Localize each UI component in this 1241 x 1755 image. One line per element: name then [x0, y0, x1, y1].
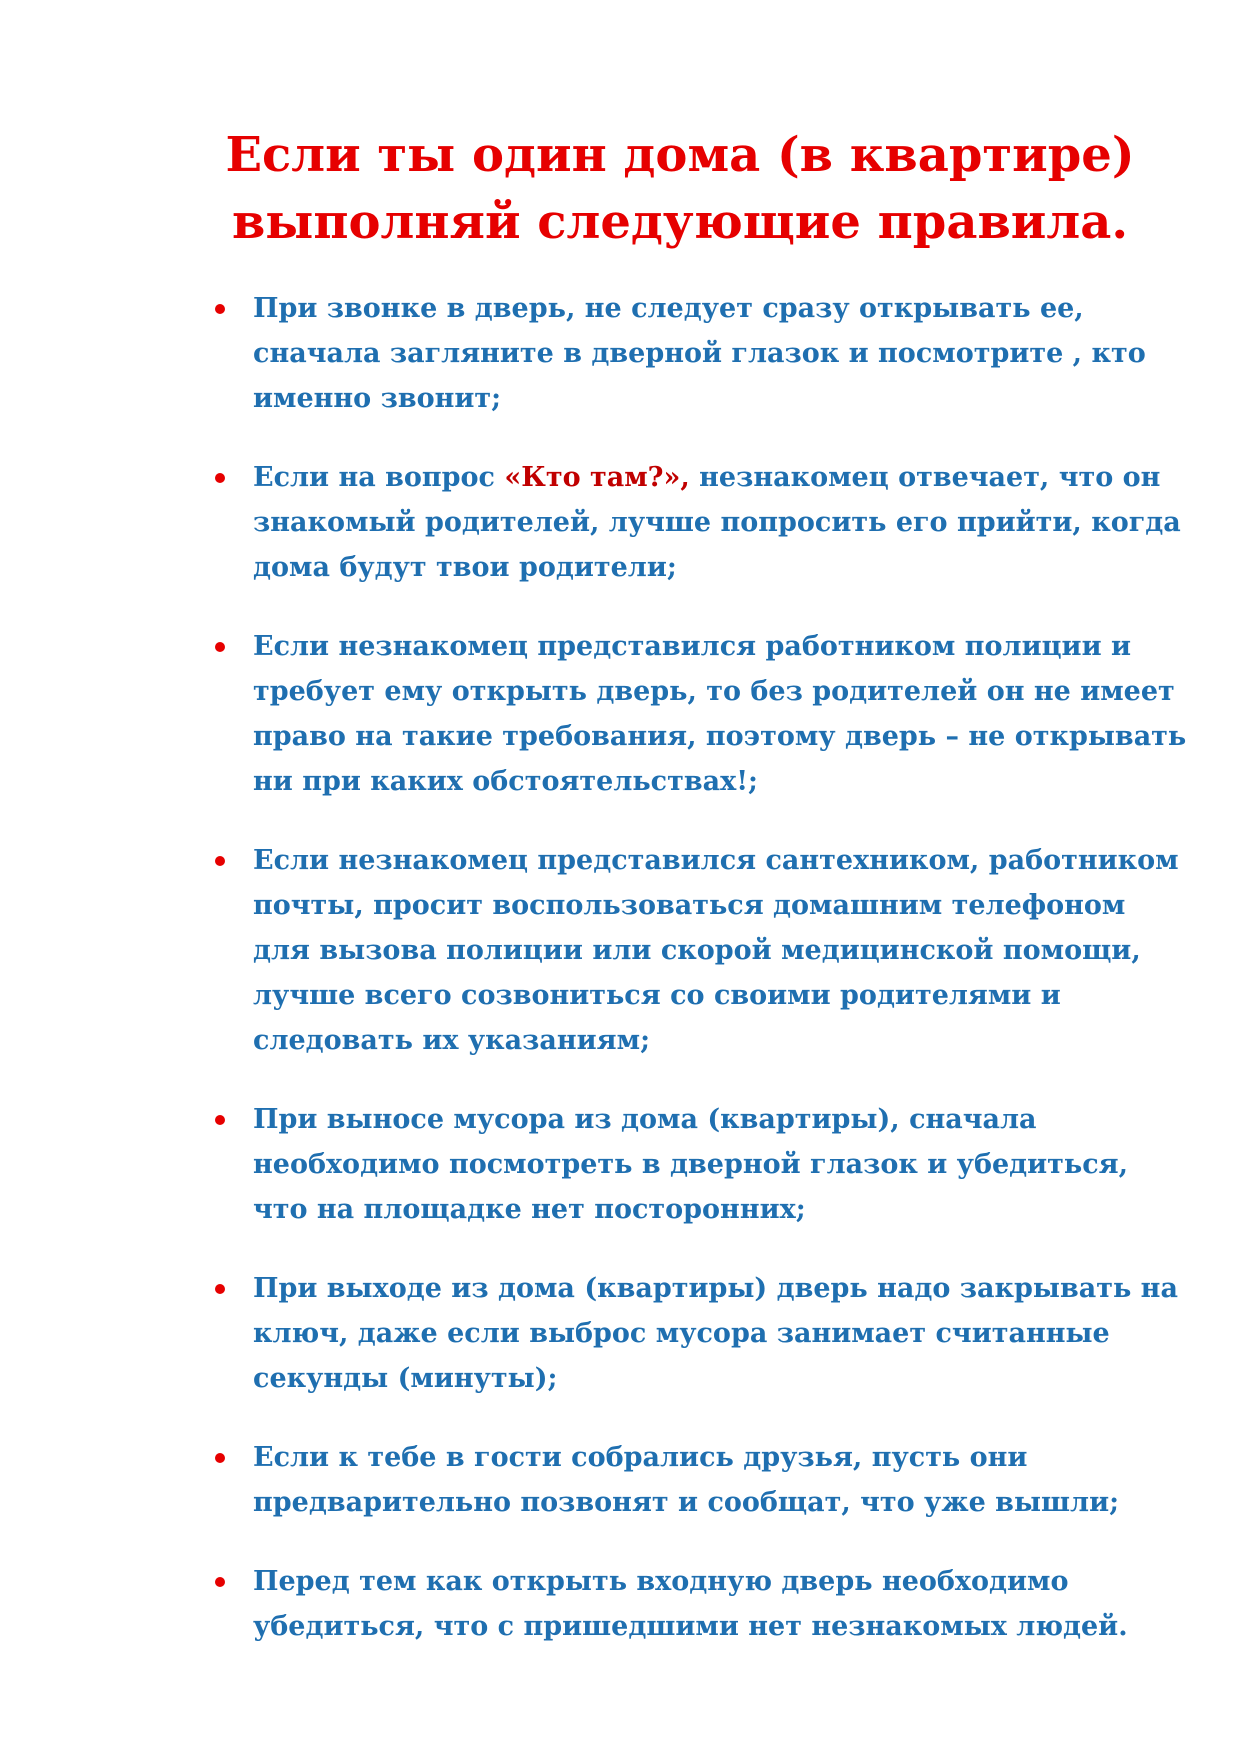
bullet-icon: [215, 304, 225, 314]
rule-line: убедиться, что с пришедшими нет незнакомых людей.: [253, 1611, 1128, 1642]
rule-item-7: [215, 1435, 1205, 1525]
bullet-icon: [215, 1577, 225, 1587]
bullet-icon: [215, 856, 225, 866]
rule-line: предварительно позвонят и сообщат, что уже вышли;: [253, 1487, 1120, 1518]
rule-line: необходимо посмотреть в дверной глазок и убедиться,: [253, 1149, 1129, 1180]
rule-line: сначала загляните в дверной глазок и посмотрите , кто: [253, 338, 1146, 369]
rule-line: При выносе мусора из дома (квартиры), сначала: [253, 1104, 1037, 1135]
rule-item-6: [215, 1266, 1205, 1401]
rule-text: незнакомец отвечает, что он: [689, 462, 1161, 493]
rule-text: Если на вопрос: [253, 462, 505, 493]
page-title: [150, 122, 1210, 256]
title-line-2: выполняй следующие правила.: [231, 194, 1129, 250]
rule-line: что на площадке нет посторонних;: [253, 1194, 806, 1225]
rule-item-1: [215, 286, 1205, 421]
rule-line: знакомый родителей, лучше попросить его прийти, когда: [253, 507, 1181, 538]
rule-line: секунды (минуты);: [253, 1363, 558, 1394]
bullet-icon: [215, 642, 225, 652]
rule-line: именно звонит;: [253, 383, 502, 414]
bullet-icon: [215, 473, 225, 483]
rule-line: Перед тем как открыть входную дверь необходимо: [253, 1566, 1069, 1597]
rule-line: требует ему открыть дверь, то без родителей он не имеет: [253, 676, 1175, 707]
quoted-question: «Кто там?»,: [504, 462, 690, 493]
rule-item-8: [215, 1559, 1205, 1649]
rule-line: ключ, даже если выброс мусора занимает считанные: [253, 1318, 1110, 1349]
bullet-icon: [215, 1453, 225, 1463]
bullet-icon: [215, 1284, 225, 1294]
rule-line: дома будут твои родители;: [253, 552, 677, 583]
rule-line: ни при каких обстоятельствах!;: [253, 766, 759, 797]
rule-item-2: [215, 455, 1205, 590]
rule-line: почты, просит воспользоваться домашним телефоном: [253, 890, 1126, 921]
rule-item-5: [215, 1097, 1205, 1232]
rule-item-3: [215, 624, 1205, 804]
rules-list: [215, 286, 1205, 1683]
rule-line: лучше всего созвониться со своими родителями и: [253, 980, 1061, 1011]
rule-line: следовать их указаниям;: [253, 1025, 651, 1056]
bullet-icon: [215, 1115, 225, 1125]
rule-item-4: [215, 838, 1205, 1063]
rule-line: Если незнакомец представился сантехником, работником: [253, 845, 1179, 876]
rule-line: При звонке в дверь, не следует сразу открывать ее,: [253, 293, 1084, 324]
rule-line: [253, 455, 1205, 500]
rule-line: для вызова полиции или скорой медицинской помощи,: [253, 935, 1141, 966]
rule-line: При выходе из дома (квартиры) дверь надо закрывать на: [253, 1273, 1178, 1304]
rule-line: Если к тебе в гости собрались друзья, пусть они: [253, 1442, 1028, 1473]
rule-line: Если незнакомец представился работником полиции и: [253, 631, 1132, 662]
title-line-1: Если ты один дома (в квартире): [225, 127, 1135, 183]
rule-line: право на такие требования, поэтому дверь – не открывать: [253, 721, 1187, 752]
